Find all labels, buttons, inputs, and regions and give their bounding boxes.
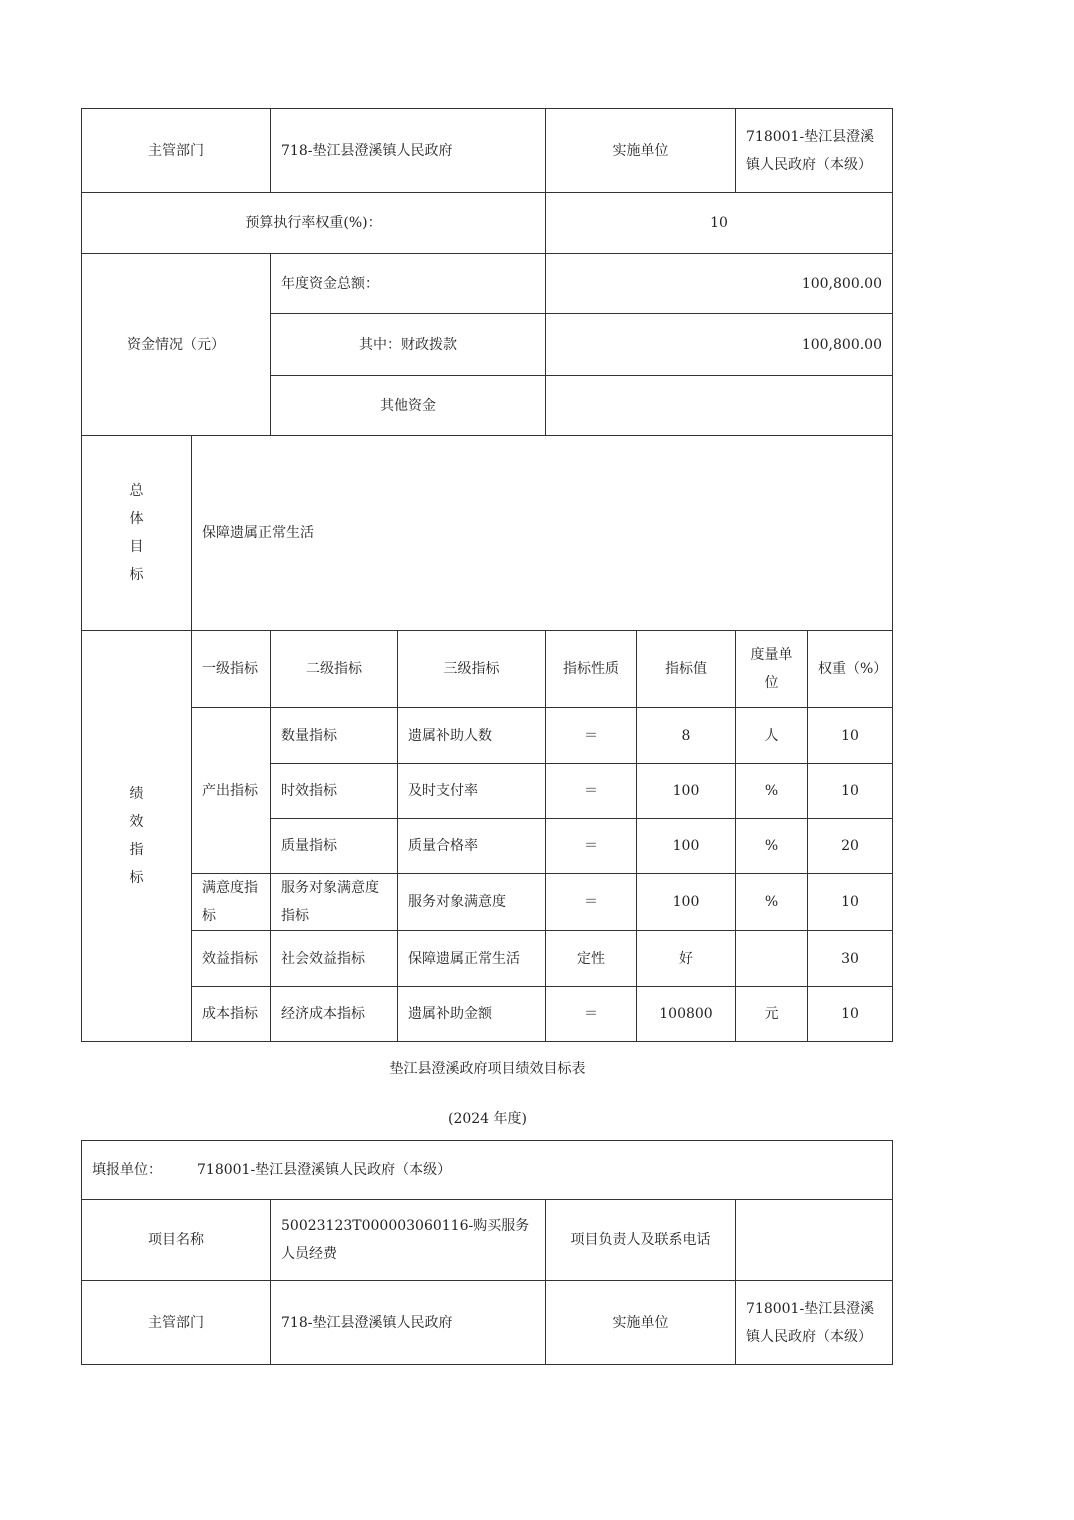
impl-label-text: 实施单位: [612, 142, 669, 159]
row-value: [636, 930, 736, 987]
dept-value: [270, 108, 546, 193]
fiscal-label: [270, 313, 546, 376]
goal-label: [81, 435, 192, 631]
budget-rate-label: [81, 192, 546, 254]
row-weight: [807, 818, 893, 874]
row-weight: [807, 986, 893, 1042]
dept-value-2-text: 718-垫江县澄溪镇人民政府: [281, 1314, 453, 1331]
header-cell: [191, 630, 271, 708]
impl-label: [545, 108, 736, 193]
row-l1-text: 效益指标: [202, 950, 258, 967]
row-nature-text: ＝: [584, 1006, 598, 1022]
header-cell-text: 指标值: [665, 661, 707, 677]
row-l2: [270, 763, 398, 819]
row-l2: [270, 873, 398, 931]
impl-value: [735, 108, 893, 193]
header-cell-text: 三级指标: [443, 661, 500, 677]
row-l3: [397, 707, 546, 764]
row-l3-text: 遗属补助人数: [408, 727, 492, 744]
row-nature-text: ＝: [584, 838, 598, 854]
row-nature-text: ＝: [584, 727, 598, 744]
row-l3: [397, 818, 546, 874]
impl-label-2: [545, 1280, 736, 1365]
row-nature: [545, 873, 637, 931]
row-l3: [397, 873, 546, 931]
row-l1-text: 满意度指标: [202, 880, 258, 924]
row-l2: [270, 930, 398, 987]
dept-label-2-text: 主管部门: [148, 1314, 204, 1331]
budget-rate-label-text: 预算执行率权重(%)：: [245, 215, 382, 231]
impl-value-text: 718001-垫江县澄溪镇人民政府（本级）: [746, 128, 875, 173]
row-value-text: 100800: [659, 1006, 713, 1022]
row-l3-text: 服务对象满意度: [408, 894, 506, 910]
row-unit-text: 元: [764, 1006, 779, 1022]
row-nature: [545, 986, 637, 1042]
header-cell: [636, 630, 736, 708]
row-nature: [545, 707, 637, 764]
output-label: [191, 707, 271, 874]
annual-total-label-text: 年度资金总额：: [281, 275, 379, 292]
row-unit: [735, 763, 808, 819]
row-value: [636, 986, 736, 1042]
row-l2-text: 时效指标: [281, 783, 337, 799]
budget-rate-value-text: 10: [710, 215, 728, 231]
perf-label: [81, 630, 192, 1042]
row-nature: [545, 763, 637, 819]
goal-label-text: 总体目标: [129, 483, 144, 583]
project-label: [81, 1199, 271, 1281]
table-subtitle: (2024 年度): [447, 1111, 527, 1127]
dept-value-2: [270, 1280, 546, 1365]
impl-value-2: [735, 1280, 893, 1365]
header-cell-text: 权重（%）: [818, 661, 888, 677]
header-cell: [735, 630, 808, 708]
row-value-text: 8: [681, 727, 691, 744]
row-weight: [807, 707, 893, 764]
row-l2-text: 质量指标: [281, 838, 337, 854]
annual-total-label: [270, 253, 546, 314]
row-l2-text: 服务对象满意度指标: [281, 880, 379, 924]
row-l1: [191, 986, 271, 1042]
header-cell-text: 度量单位: [750, 647, 793, 691]
row-l3-text: 质量合格率: [408, 838, 478, 854]
row-unit: [735, 930, 808, 987]
header-cell: [807, 630, 893, 708]
header-cell-text: 二级指标: [306, 661, 362, 677]
row-l1: [191, 930, 271, 987]
funds-label: [81, 253, 271, 436]
row-l2: [270, 707, 398, 764]
row-weight-text: 30: [841, 950, 859, 967]
other-label: [270, 375, 546, 436]
row-nature: [545, 930, 637, 987]
row-value: [636, 763, 736, 819]
row-l1-text: 成本指标: [202, 1006, 258, 1022]
row-weight-text: 10: [841, 894, 859, 910]
dept-label: [81, 108, 271, 193]
fiscal-label-text: 其中：财政拨款: [359, 336, 457, 353]
row-unit: [735, 873, 808, 931]
impl-value-2-text: 718001-垫江县澄溪镇人民政府（本级）: [746, 1300, 875, 1345]
row-unit: [735, 818, 808, 874]
row-weight-text: 10: [841, 1006, 859, 1022]
row-l2-text: 数量指标: [281, 727, 337, 744]
fiscal-value-text: 100,800.00: [801, 336, 882, 353]
row-value: [636, 873, 736, 931]
filler-unit: [81, 1140, 893, 1200]
row-unit-text: %: [764, 783, 779, 799]
dept-label-2: [81, 1280, 271, 1365]
row-l2-text: 社会效益指标: [281, 950, 365, 967]
annual-total-value-text: 100,800.00: [801, 275, 882, 292]
row-nature-text: ＝: [584, 894, 598, 910]
project-value: [270, 1199, 546, 1281]
row-value: [636, 707, 736, 764]
contact-label-text: 项目负责人及联系电话: [570, 1232, 711, 1248]
annual-total-value: [545, 253, 893, 314]
goal-value-text: 保障遗属正常生活: [202, 525, 314, 541]
row-weight-text: 10: [841, 727, 859, 744]
filler-unit-text: 填报单位： 718001-垫江县澄溪镇人民政府（本级）: [92, 1162, 452, 1178]
row-value-text: 100: [672, 838, 700, 854]
row-unit-text: %: [764, 894, 779, 910]
contact-value: [735, 1199, 893, 1281]
header-cell: [545, 630, 637, 708]
dept-label-text: 主管部门: [148, 142, 204, 159]
row-value-text: 100: [672, 783, 700, 799]
row-nature-text: ＝: [584, 783, 598, 799]
row-nature: [545, 818, 637, 874]
row-l2: [270, 818, 398, 874]
row-nature-text: 定性: [577, 950, 605, 967]
header-cell-text: 一级指标: [202, 661, 258, 677]
row-l3: [397, 763, 546, 819]
row-l3-text: 及时支付率: [408, 783, 478, 799]
row-l2-text: 经济成本指标: [281, 1006, 365, 1022]
header-cell-text: 指标性质: [563, 661, 619, 677]
output-label-text: 产出指标: [202, 782, 258, 799]
table-title: 垫江县澄溪政府项目绩效目标表: [389, 1061, 586, 1077]
row-l3: [397, 986, 546, 1042]
row-value-text: 100: [672, 894, 700, 910]
row-weight: [807, 763, 893, 819]
row-value-text: 好: [679, 950, 693, 967]
row-unit: [735, 986, 808, 1042]
perf-label-text: 绩效指标: [129, 786, 144, 886]
fiscal-value: [545, 313, 893, 376]
row-weight: [807, 930, 893, 987]
row-weight-text: 10: [841, 783, 859, 799]
row-weight: [807, 873, 893, 931]
project-value-text: 50023123T000003060116-购买服务人员经费: [281, 1218, 530, 1262]
impl-label-2-text: 实施单位: [612, 1314, 669, 1331]
project-label-text: 项目名称: [148, 1232, 204, 1248]
row-l3-text: 保障遗属正常生活: [408, 950, 520, 967]
row-value: [636, 818, 736, 874]
row-l2: [270, 986, 398, 1042]
row-unit: [735, 707, 808, 764]
row-l3: [397, 930, 546, 987]
header-cell: [397, 630, 546, 708]
row-l1: [191, 873, 271, 931]
dept-value-text: 718-垫江县澄溪镇人民政府: [281, 142, 453, 159]
goal-value: [191, 435, 893, 631]
row-unit-text: 人: [764, 727, 779, 744]
header-cell: [270, 630, 398, 708]
row-unit-text: %: [764, 838, 779, 854]
funds-label-text: 资金情况（元）: [127, 336, 225, 353]
row-weight-text: 20: [841, 838, 859, 854]
other-label-text: 其他资金: [380, 397, 436, 414]
row-l3-text: 遗属补助金额: [408, 1006, 492, 1022]
other-value: [545, 375, 893, 436]
contact-label: [545, 1199, 736, 1281]
budget-rate-value: [545, 192, 893, 254]
